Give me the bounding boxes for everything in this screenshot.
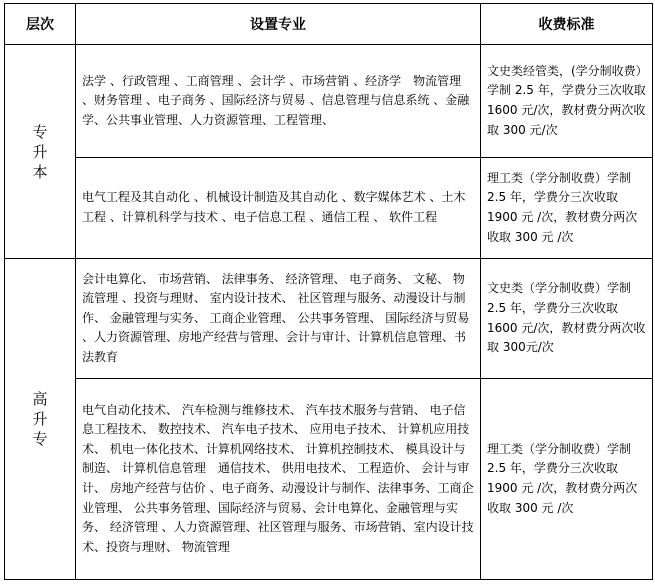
table-row [5, 259, 653, 379]
fee-cell: 文史类经管类，(学分制收费）学制 2.5 年，学费分三次收取 1600 元/次，教材费分两次收取 300 元/次 [481, 45, 653, 158]
level-char: 升 [32, 410, 48, 428]
level-cell-bachelor [5, 45, 76, 259]
level-cell-associate [5, 259, 76, 580]
majors-cell: 电气自动化技术、 汽车检测与维修技术、 汽车技术服务与营销、 电子信息工程技术、 数控技术、 汽车电子技术、 应用电子技术、 计算机应用技术、 机电一体化技术、计算机网络技术、 计算机控制技术、 模具设计与制造、 计算机信息管理 通信技术、 供用电技术、 工程造价、 会计与审计、 房地产经营与估价 、电子商务、动漫设计与制作、法律事务、工商企业管理、 公共事务管理、国际经济与贸易、会计电算化、金融管理与实务、 经济管理 、人力资源管理、社区管理与服务、市场营销、室内设计技术、投资与理财、 物流管理 [76, 379, 481, 580]
level-char: 升 [32, 142, 48, 161]
header-fees: 收费标准 [481, 4, 653, 45]
table-row [5, 158, 653, 259]
level-char: 高 [32, 390, 48, 408]
fee-table [4, 3, 653, 580]
majors-cell: 电气工程及其自动化 、机械设计制造及其自动化 、数字媒体艺术 、土木工程 、计算机科学与技术 、电子信息工程 、通信工程 、 软件工程 [76, 158, 481, 259]
majors-cell: 会计电算化、 市场营销、 法律事务、 经济管理、 电子商务、 文秘、 物流管理 、投资与理财、 室内设计技术、 社区管理与服务、动漫设计与制作、 金融管理与实务、 工商企业管理、 公共事务管理、 国际经济与贸易 、人力资源管理、房地产经营与管理、会计与审计、计算机信息管理、书法教育 [76, 259, 481, 379]
header-majors: 设置专业 [76, 4, 481, 45]
fee-cell: 理工类（学分制收费）学制 2.5 年，学费分三次收取 1900 元 /次，教材费分两次收取 300 元 /次 [481, 379, 653, 580]
fee-cell: 文史类（学分制收费）学制 2.5 年，学费分三次收取 1600 元/次，教材费分两次收取 300元/次 [481, 259, 653, 379]
fee-cell: 理工类（学分制收费）学制 2.5 年，学费分三次收取 1900 元 /次，教材费分两次收取 300 元 /次 [481, 158, 653, 259]
table-row [5, 45, 653, 158]
majors-cell: 法学 、行政管理 、工商管理 、会计学 、市场营销 、经济学 物流管理 、财务管理 、电子商务 、国际经济与贸易 、信息管理与信息系统 、金融学、公共事业管理、人力资源管理、工程管理、 [76, 45, 481, 158]
level-char: 专 [32, 122, 48, 141]
level-char: 本 [32, 162, 48, 181]
header-row [5, 4, 653, 45]
level-char: 专 [32, 430, 48, 448]
table-row [5, 379, 653, 580]
fee-table-wrapper [4, 3, 653, 580]
header-level: 层次 [5, 4, 76, 45]
